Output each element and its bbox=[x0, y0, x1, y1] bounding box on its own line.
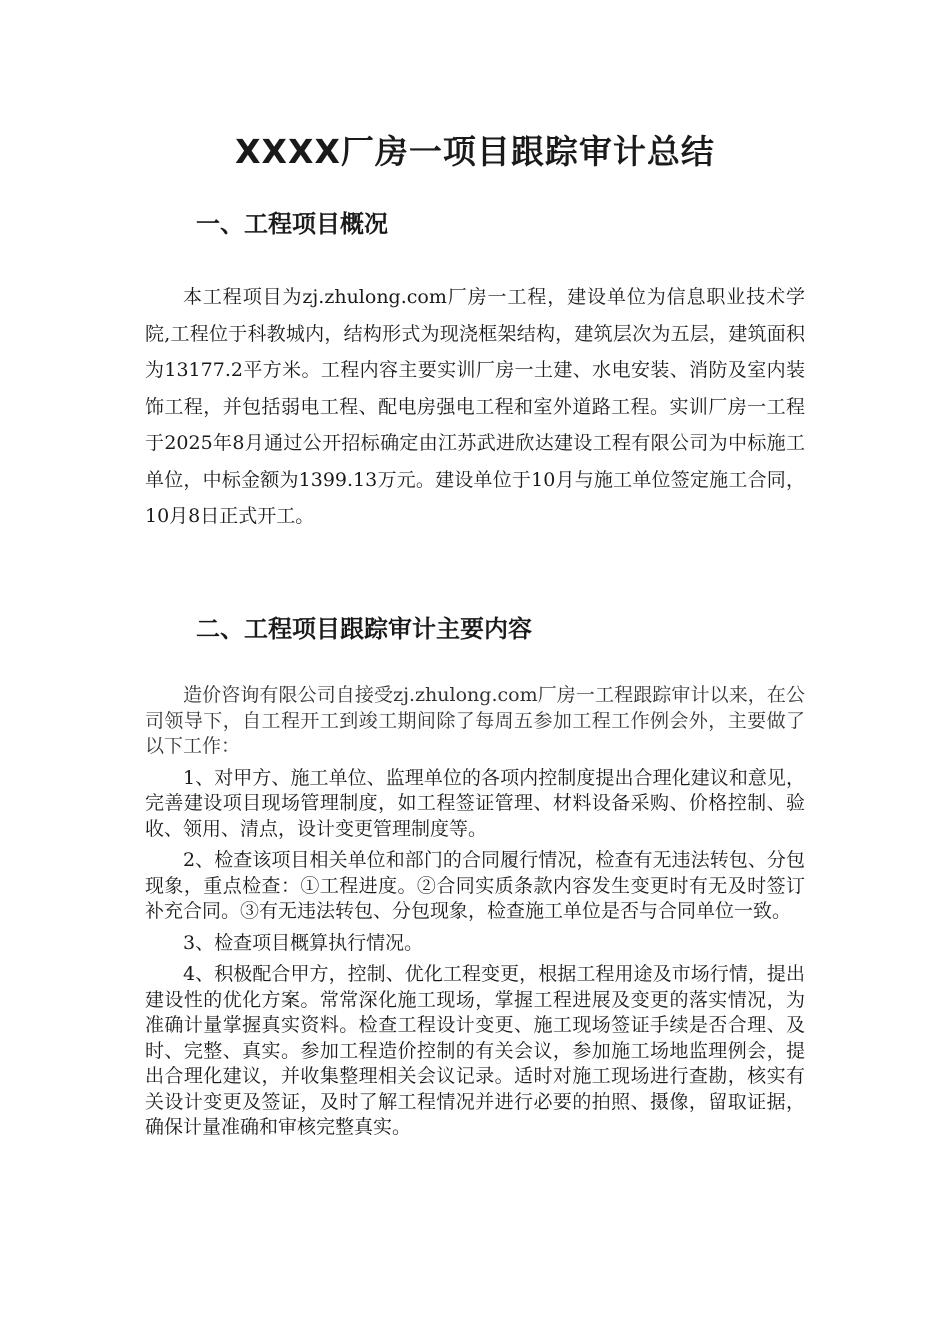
section-heading-audit-content: 二、工程项目跟踪审计主要内容 bbox=[196, 615, 532, 643]
section-audit-content-body bbox=[145, 683, 805, 1147]
audit-item-2: 2、检查该项目相关单位和部门的合同履行情况，检查有无违法转包、分包现象，重点检查：①工程进度。②合同实质条款内容发生变更时有无及时签订补充合同。③有无违法转包、分包现象，检查施工单位是否与合同单位一致。 bbox=[145, 849, 805, 922]
audit-intro-paragraph: 造价咨询有限公司自接受zj.zhulong.com厂房一工程跟踪审计以来，在公司领导下，自工程开工到竣工期间除了每周五参加工程工作例会外，主要做了以下工作： bbox=[145, 684, 805, 757]
document-title: XXXX厂房一项目跟踪审计总结 bbox=[235, 132, 715, 171]
audit-item-4: 4、积极配合甲方，控制、优化工程变更，根据工程用途及市场行情，提出建设性的优化方案。常常深化施工现场，掌握工程进展及变更的落实情况，为准确计量掌握真实资料。检查工程设计变更、施工现场签证手续是否合理、及时、完整、真实。参加工程造价控制的有关会议，参加施工场地监理例会，提出合理化建议，并收集整理相关会议记录。适时对施工现场进行查勘，核实有关设计变更及签证，及时了解工程情况并进行必要的拍照、摄像，留取证据，确保计量准确和审核完整真实。 bbox=[145, 963, 805, 1138]
section-overview-body bbox=[145, 279, 805, 535]
section-heading-overview: 一、工程项目概况 bbox=[196, 210, 388, 238]
overview-paragraph: 本工程项目为zj.zhulong.com厂房一工程，建设单位为信息职业技术学院,工程位于科教城内，结构形式为现浇框架结构，建筑层次为五层，建筑面积为13177.2平方米。工程内容主要实训厂房一土建、水电安装、消防及室内装饰工程，并包括弱电工程、配电房强电工程和室外道路工程。实训厂房一工程于2025年8月通过公开招标确定由江苏武进欣达建设工程有限公司为中标施工单位，中标金额为1399.13万元。建设单位于10月与施工单位签定施工合同，10月8日正式开工。 bbox=[145, 286, 805, 527]
audit-item-1: 1、对甲方、施工单位、监理单位的各项内控制度提出合理化建议和意见，完善建设项目现场管理制度，如工程签证管理、材料设备采购、价格控制、验收、领用、清点，设计变更管理制度等。 bbox=[145, 766, 805, 840]
audit-item-3: 3、检查项目概算执行情况。 bbox=[183, 931, 424, 954]
